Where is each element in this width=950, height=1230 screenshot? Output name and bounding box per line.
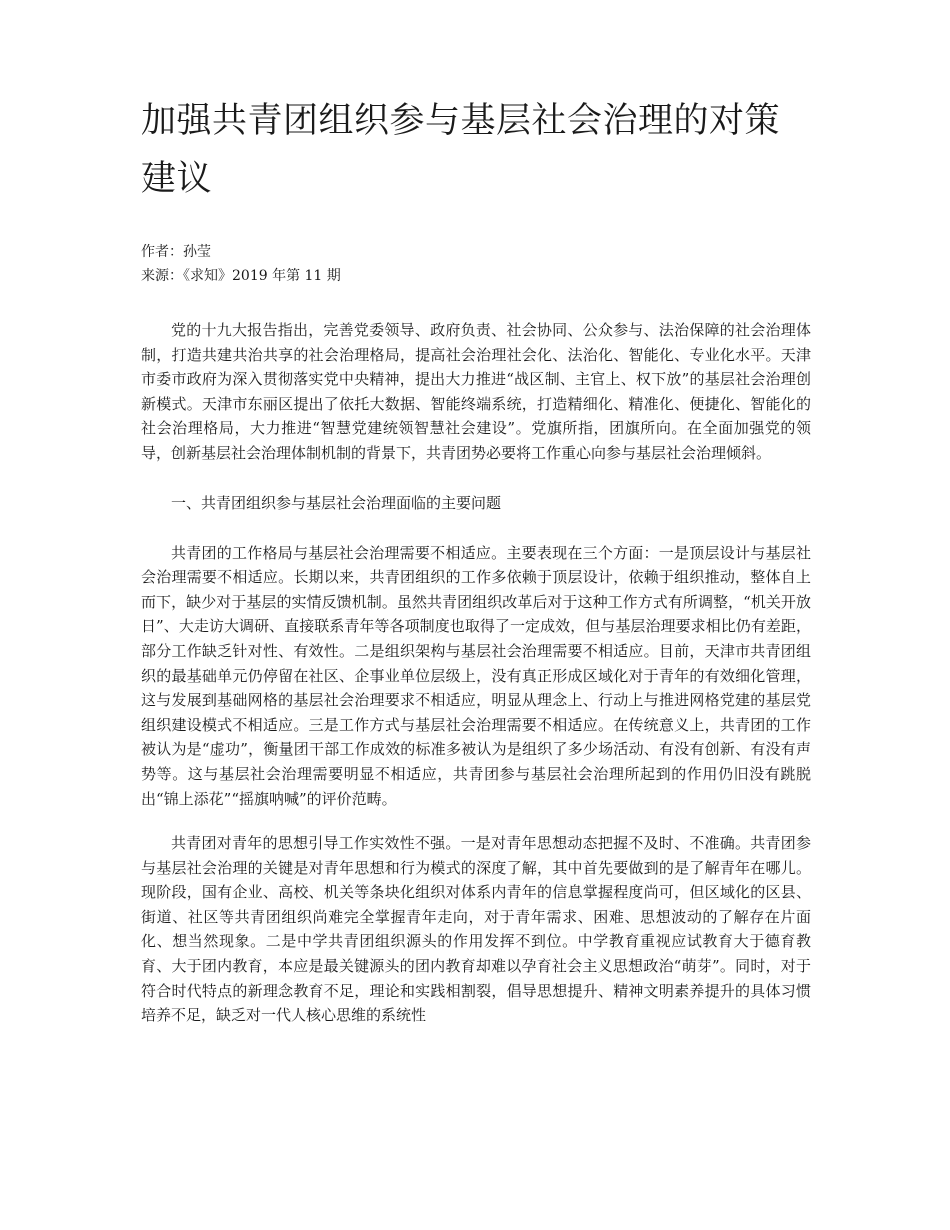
source-line: 来源：《求知》2019 年第 11 期 [141,268,341,284]
document-page [141,92,811,1028]
body-paragraph-2: 共青团的工作格局与基层社会治理需要不相适应。主要表现在三个方面：一是顶层设计与基层社会治理需要不相适应。长期以来，共青团组织的工作多依赖于顶层设计，依赖于组织推动，整体自上而下，缺少对于基层的实情反馈机制。虽然共青团组织改革后对于这种工作方式有所调整，“机关开放日”、大走访大调研、直接联系青年等各项制度也取得了一定成效，但与基层治理要求相比仍有差距，部分工作缺乏针对性、有效性。二是组织架构与基层社会治理需要不相适应。目前，天津市共青团组织的最基础单元仍停留在社区、企事业单位层级上，没有真正形成区域化对于青年的有效细化管理，这与发展到基础网格的基层社会治理要求不相适应，明显从理念上、行动上与推进网格党建的基层党组织建设模式不相适应。三是工作方式与基层社会治理需要不相适应。在传统意义上，共青团的工作被认为是“虚功”，衡量团干部工作成效的标准多被认为是组织了多少场活动、有没有创新、有没有声势等。这与基层社会治理需要明显不相适应，共青团参与基层社会治理所起到的作用仍旧没有跳脱出“锦上添花”“摇旗呐喊”的评价范畴。 [141,543,811,808]
article-meta [141,240,811,288]
body-paragraph-3: 共青团对青年的思想引导工作实效性不强。一是对青年思想动态把握不及时、不准确。共青团参与基层社会治理的关键是对青年思想和行为模式的深度了解，其中首先要做到的是了解青年在哪儿。现阶段，国有企业、高校、机关等条块化组织对体系内青年的信息掌握程度尚可，但区域化的区县、街道、社区等共青团组织尚难完全掌握青年走向，对于青年需求、困难、思想波动的了解存在片面化、想当然现象。二是中学共青团组织源头的作用发挥不到位。中学教育重视应试教育大于德育教育、大于团内教育，本应是最关键源头的团内教育却难以孕育社会主义思想政治“萌芽”。同时，对于符合时代特点的新理念教育不足，理论和实践相割裂，倡导思想提升、精神文明素养提升的具体习惯培养不足，缺乏对一代人核心思维的系统性 [141,834,811,1025]
section-heading-1: 一、共青团组织参与基层社会治理面临的主要问题 [171,493,502,512]
body-paragraph-1: 党的十九大报告指出，完善党委领导、政府负责、社会协同、公众参与、法治保障的社会治理体制，打造共建共治共享的社会治理格局，提高社会治理社会化、法治化、智能化、专业化水平。天津市委市政府为深入贯彻落实党中央精神，提出大力推进“战区制、主官上、权下放”的基层社会治理创新模式。天津市东丽区提出了依托大数据、智能终端系统，打造精细化、精准化、便捷化、智能化的社会治理格局，大力推进“智慧党建统领智慧社会建设”。党旗所指，团旗所向。在全面加强党的领导，创新基层社会治理体制机制的背景下，共青团势必要将工作重心向参与基层社会治理倾斜。 [141,321,811,462]
author-line: 作者：孙莹 [141,244,211,260]
article-title: 加强共青团组织参与基层社会治理的对策建议 [141,101,781,199]
